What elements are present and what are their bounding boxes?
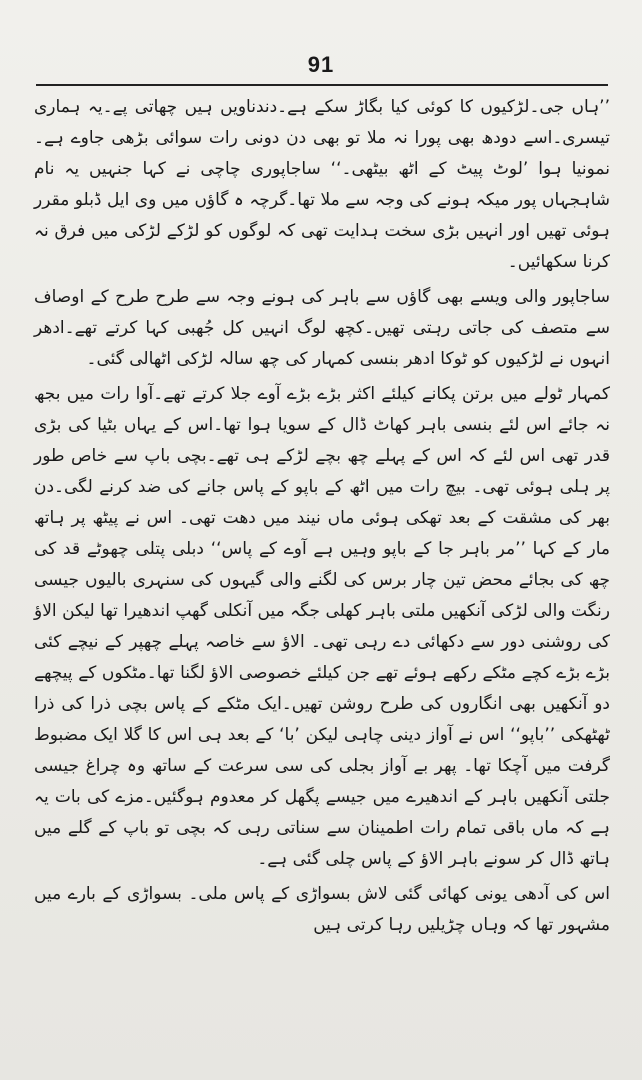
paragraph-2: ساجاپور والی ویسے بھی گاؤں سے باہر کی ہونے وجہ سے طرح طرح کے اوصاف سے متصف کی جاتی رہتی تھیں۔کچھ لوگ انہیں کل جُھبی کہا کرتے تھے۔ادھر انہوں نے لڑکیوں کو ٹوکا ادھر بنسی کمہار کی چھ سالہ لڑکی اٹھالی گئی۔ — [34, 287, 610, 369]
paragraph-4: اس کی آدھی یونی کھائی گئی لاش بسواڑی کے پاس ملی۔ بسواڑی کے بارے میں مشہور تھا کہ وہاں چڑیلیں رہا کرتی ہیں — [34, 884, 610, 935]
header-rule — [36, 84, 608, 86]
body-text — [34, 92, 610, 945]
page-number: 91 — [307, 52, 335, 77]
paragraph-1: ’’ہاں جی۔لڑکیوں کا کوئی کیا بگاڑ سکے ہے۔دندناویں ہیں چھاتی پے۔یہ ہماری تیسری۔اسے دودھ بھی پورا نہ ملا تو بھی دن دونی رات سوائی بڑھی جاوے ہے۔نمونیا ہوا ’لوٹ پیٹ کے اٹھ بیٹھی۔‘‘ ساجاپوری چاچی نے کہا جنہیں یہ نام شاہجہاں پور میکہ ہونے کی وجہ سے ملا تھا۔گرچہ ہ گاؤں میں وی ایل ڈبلو مقرر ہوئی تھیں اور انہیں بڑی سخت ہدایت تھی کہ لوگوں کو لڑکے لڑکی میں فرق نہ کرنا سکھائیں۔ — [34, 97, 610, 272]
paragraph-3: کمہار ٹولے میں برتن پکانے کیلئے اکثر بڑے بڑے آوے جلا کرتے تھے۔آوا رات میں بجھ نہ جائے اس لئے بنسی باہر کھاٹ ڈال کے سویا ہوا تھا۔اس کے یہاں بٹیا کی بڑی قدر تھی اس لئے کہ اس کے پہلے چھ بچے لڑکے ہی تھے۔بچی باپ سے خاص طور پر ہلی ہوئی تھی۔ بیچ رات میں اٹھ کے باپو کے پاس جانے کی ضد کرنے لگی۔دن بھر کی مشقت کے بعد تھکی ہوئی ماں نیند میں دھت تھی۔ اس نے پیٹھ پر ہاتھ مار کے کہا ’’مر باہر جا کے باپو وہیں ہے آوے کے پاس‘‘ دبلی پتلی چھوٹے قد کی چھ کی بجائے محض تین چار برس کی لگنے والی گیہوں کی سنہری بالیوں جیسی رنگت والی لڑکی آنکھیں ملتی باہر کھلی جگہ میں آنکلی گھپ اندھیرا تھا لیکن الاؤ کی روشنی دور سے دکھائی دے رہی تھی۔ الاؤ سے خاصہ پہلے چھپر کے نیچے کئی بڑے بڑے کچے مٹکے رکھے ہوئے تھے جن کیلئے خصوصی الاؤ لگنا تھا۔مٹکوں کے پیچھے دو آنکھیں بھی انگاروں کی طرح روشن تھیں۔ایک مٹکے کے پاس بچی ذرا کی ذرا ٹھٹھکی ’’باپو‘‘ اس نے آواز دینی چاہی لیکن ’با‘ کے بعد ہی اس کا گلا ایک مضبوط گرفت میں آچکا تھا۔ پھر بے آواز بجلی کی سی سرعت کے ساتھ وہ چراغ جیسی جلتی آنکھیں باہر کے اندھیرے میں جیسے پگھل کر معدوم ہوگئیں۔مزے کی بات یہ ہے کہ ماں باقی تمام رات اطمینان سے سناتی رہی کہ بچی تو باپ کے گلے میں ہاتھ ڈال کر سونے باہر الاؤ کے پاس چلی گئی ہے۔ — [34, 384, 610, 869]
